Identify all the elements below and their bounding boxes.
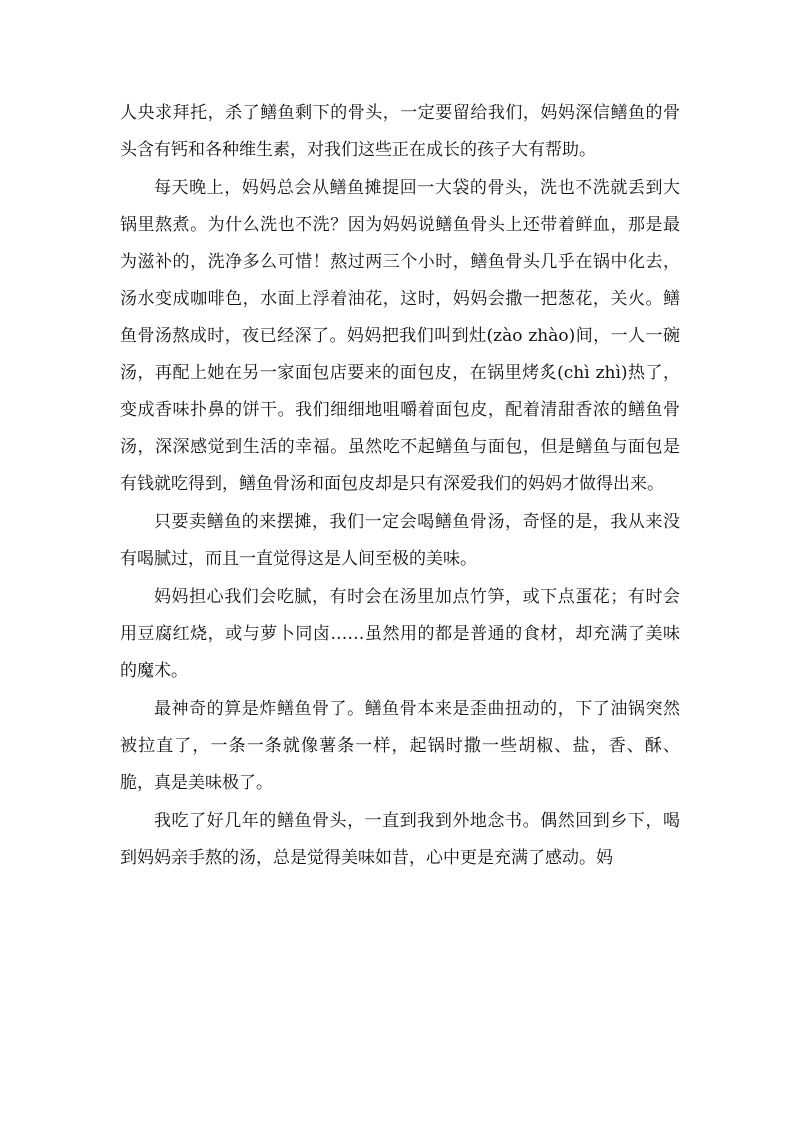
article-body [120,95,680,878]
paragraph-2: 每天晚上，妈妈总会从鳝鱼摊提回一大袋的骨头，洗也不洗就丢到大锅里熬煮。为什么洗也不洗？因为妈妈说鳝鱼骨头上还带着鲜血，那是最为滋补的，洗净多么可惜！熬过两三个小时，鳝鱼骨头几乎在锅中化去，汤水变成咖啡色，水面上浮着油花，这时，妈妈会撒一把葱花，关火。鳝鱼骨汤熬成时，夜已经深了。妈妈把我们叫到灶(zào zhào)间，一人一碗汤，再配上她在另一家面包店要来的面包皮，在锅里烤炙(chì zhì)热了，变成香味扑鼻的饼干。我们细细地咀嚼着面包皮，配着清甜香浓的鳝鱼骨汤，深深感觉到生活的幸福。虽然吃不起鳝鱼与面包，但是鳝鱼与面包是有钱就吃得到，鳝鱼骨汤和面包皮却是只有深爱我们的妈妈才做得出来。 [120,178,680,494]
paragraph-1: 人央求拜托，杀了鳝鱼剩下的骨头，一定要留给我们，妈妈深信鳝鱼的骨头含有钙和各种维生素，对我们这些正在成长的孩子大有帮助。 [120,103,680,160]
paragraph-3: 只要卖鳝鱼的来摆摊，我们一定会喝鳝鱼骨汤，奇怪的是，我从来没有喝腻过，而且一直觉得这是人间至极的美味。 [120,512,680,569]
paragraph-4: 妈妈担心我们会吃腻，有时会在汤里加点竹笋，或下点蛋花；有时会用豆腐红烧，或与萝卜同卤……虽然用的都是普通的食材，却充满了美味的魔术。 [120,587,680,681]
paragraph-5: 最神奇的算是炸鳝鱼骨了。鳝鱼骨本来是歪曲扭动的，下了油锅突然被拉直了，一条一条就像薯条一样，起锅时撒一些胡椒、盐，香、酥、脆，真是美味极了。 [120,699,680,793]
paragraph-6: 我吃了好几年的鳝鱼骨头，一直到我到外地念书。偶然回到乡下，喝到妈妈亲手熬的汤，总是觉得美味如昔，心中更是充满了感动。妈 [120,811,680,868]
